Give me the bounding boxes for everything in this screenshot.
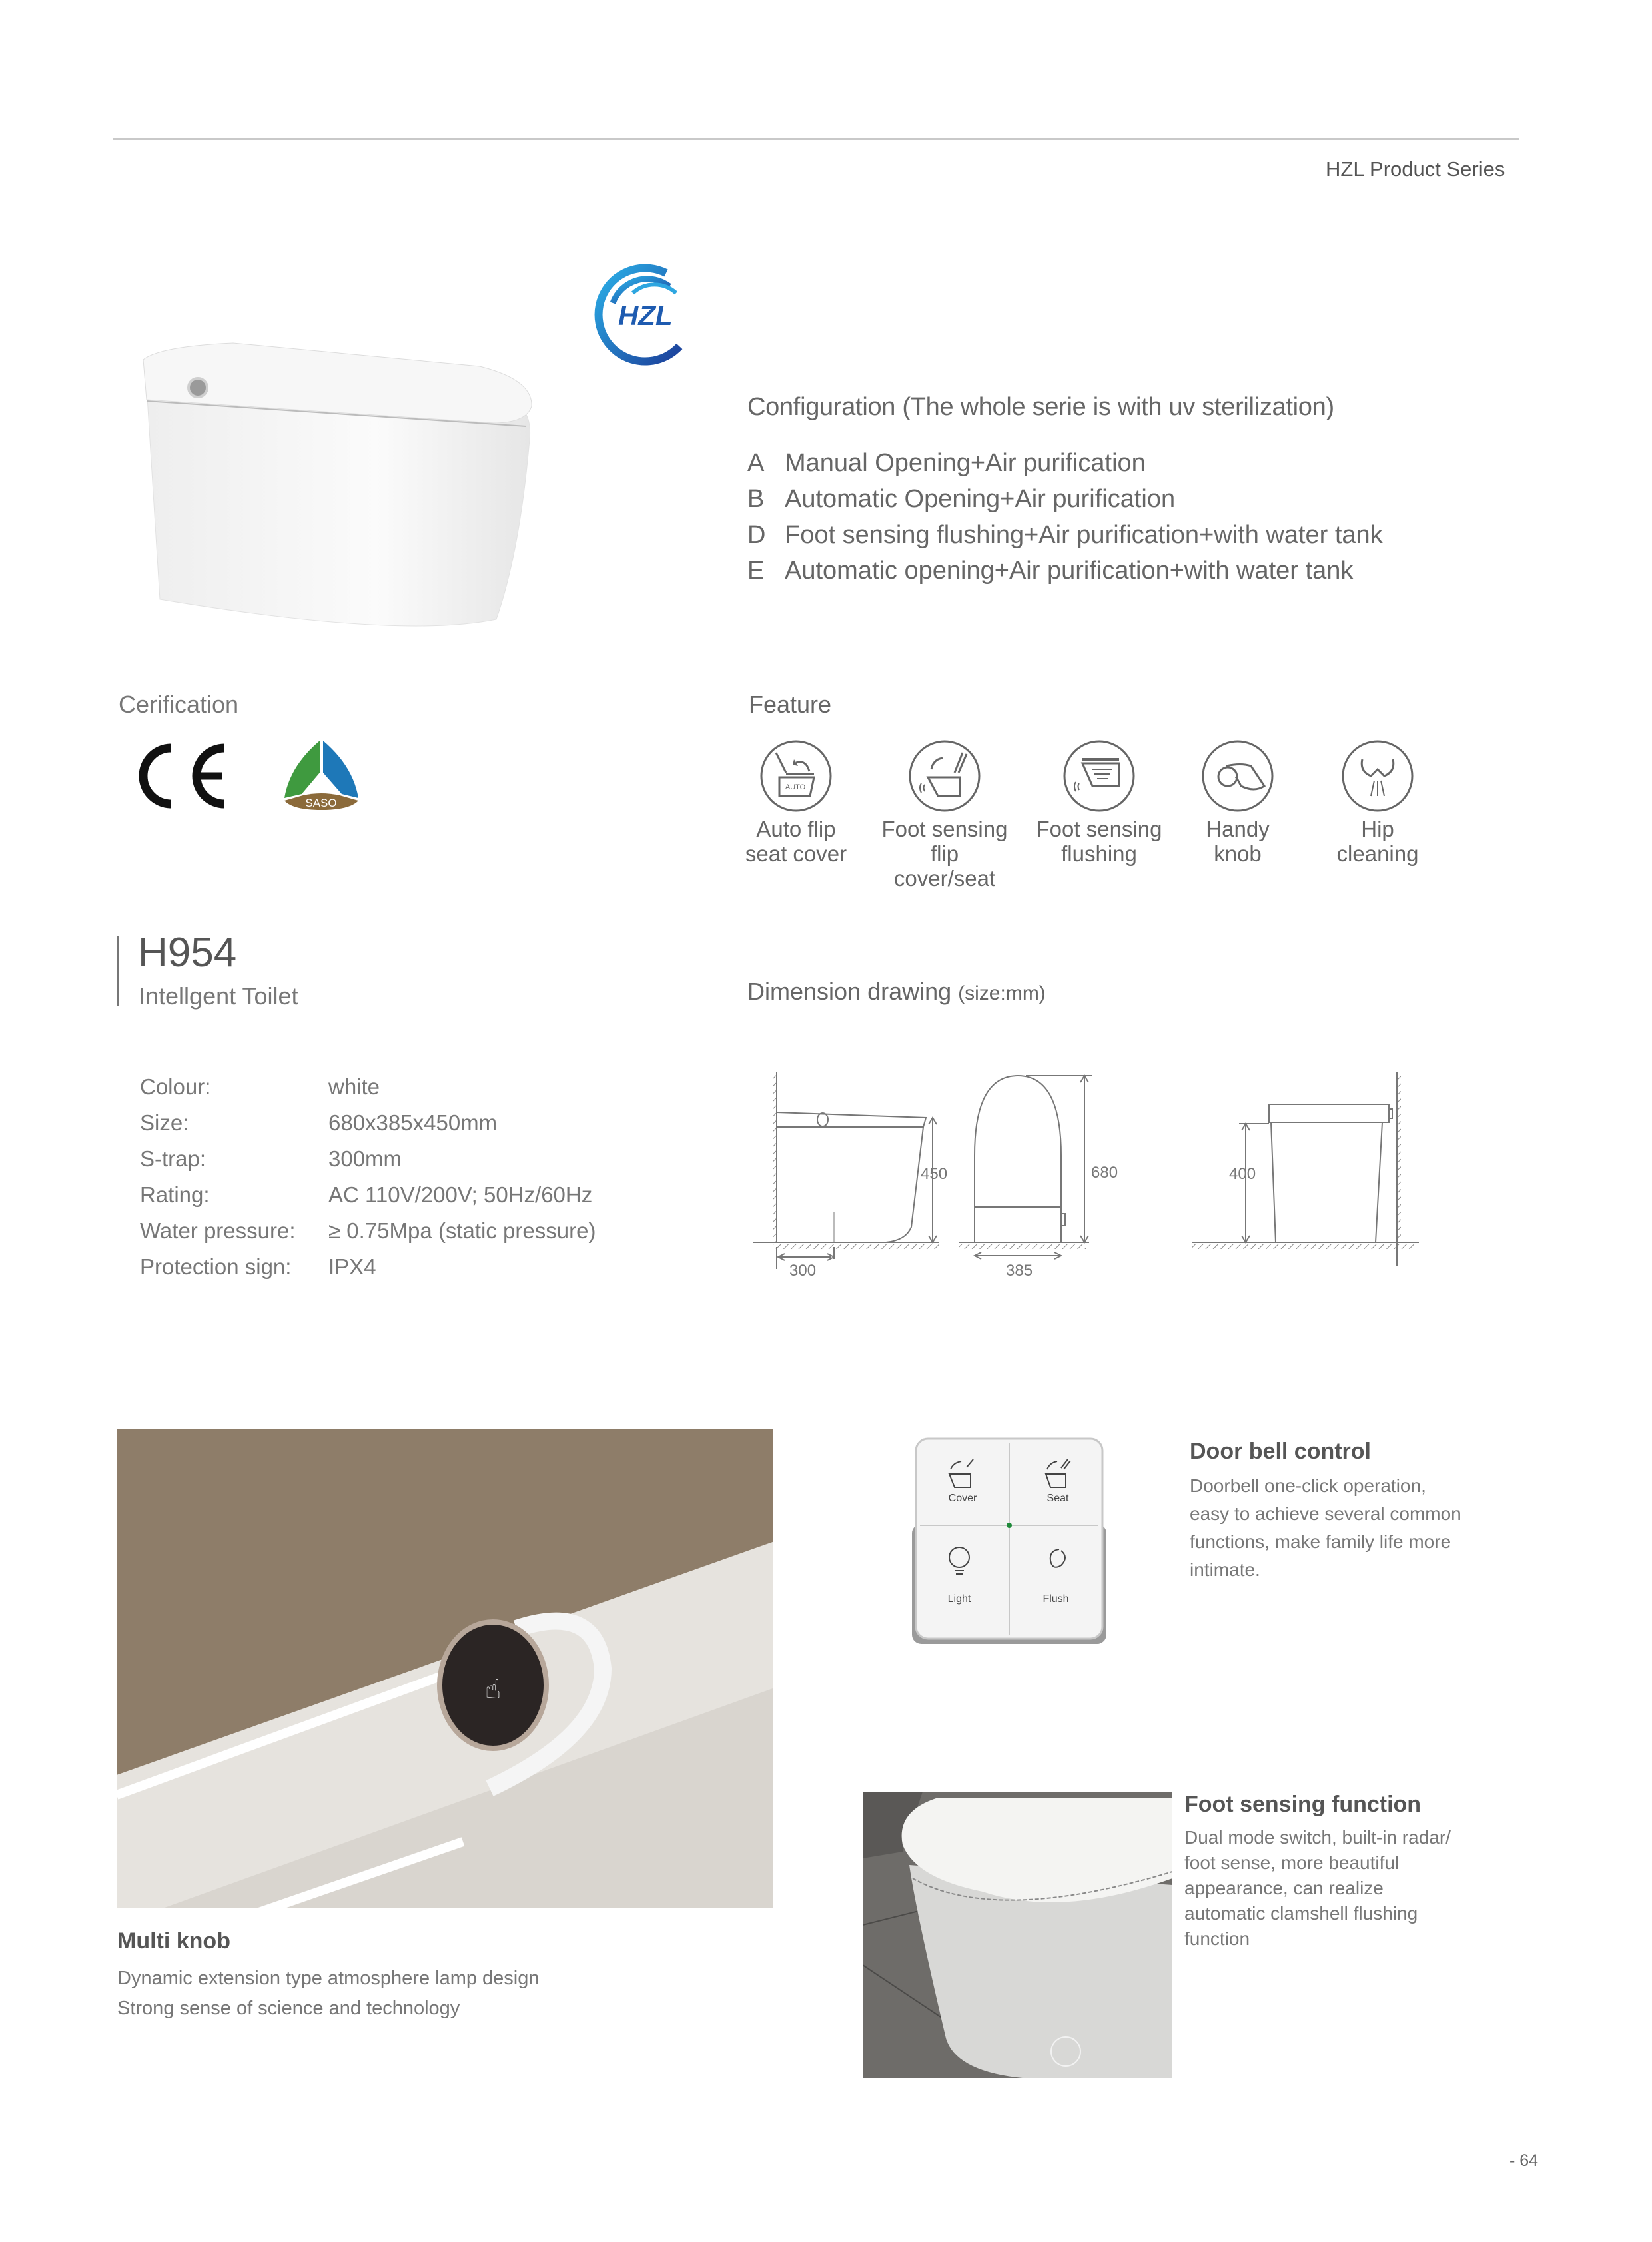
foot-sensing-flush-icon <box>1062 739 1136 813</box>
foot-sensing-description: Dual mode switch, built-in radar/ foot sense, more beautiful appearance, can realize automatic clamshell flushing function <box>1184 1827 1451 1949</box>
multi-knob-photo <box>117 1429 773 1908</box>
spec-row: Rating: AC 110V/200V; 50Hz/60Hz <box>140 1182 593 1207</box>
knob-description: Dynamic extension type atmosphere lamp design Strong sense of science and technology <box>117 1968 540 2019</box>
configuration-option: B Automatic Opening+Air purification <box>747 485 1176 513</box>
toilet-product-image <box>133 326 546 646</box>
saso-mark-icon <box>283 739 360 811</box>
svg-text:SASO: SASO <box>305 797 337 809</box>
svg-text:AUTO: AUTO <box>785 783 806 791</box>
svg-text:680: 680 <box>1091 1164 1118 1182</box>
doorbell-title: Door bell control <box>1190 1439 1371 1464</box>
hzl-logo <box>586 256 693 370</box>
svg-text:300: 300 <box>789 1262 817 1279</box>
foot-sensing-photo <box>863 1792 1172 2078</box>
configuration-list <box>747 445 1383 589</box>
series-label: HZL Product Series <box>1326 157 1505 181</box>
feature-title: Feature <box>749 691 832 718</box>
spec-row: Water pressure: ≥ 0.75Mpa (static pressure) <box>140 1218 596 1243</box>
light-button[interactable]: Light <box>947 1593 971 1605</box>
feature-auto-flip: AUTO Auto flip seat cover <box>729 739 863 866</box>
header-divider <box>113 138 1519 140</box>
doorbell-description: Doorbell one-click operation, easy to achieve several common functions, make family life more intimate. <box>1190 1475 1461 1580</box>
configuration-option: D Foot sensing flushing+Air purification+with water tank <box>747 521 1383 549</box>
status-indicator <box>1007 1523 1012 1528</box>
seat-button[interactable]: Seat <box>1046 1493 1069 1504</box>
svg-text:450: 450 <box>921 1165 948 1183</box>
feature-handy-knob: Handy knob <box>1171 739 1304 866</box>
spec-row: Protection sign: IPX4 <box>140 1254 376 1279</box>
svg-text:400: 400 <box>1229 1165 1256 1183</box>
feature-foot-sensing-flush: Foot sensing flushing <box>1032 739 1166 866</box>
certification-title: Cerification <box>119 691 239 718</box>
spec-row: Colour: white <box>140 1074 380 1099</box>
knob-title: Multi knob <box>117 1928 230 1954</box>
spec-table <box>140 1069 596 1285</box>
feature-hip-cleaning: Hip cleaning <box>1311 739 1444 866</box>
foot-sensing-flip-icon <box>908 739 981 813</box>
handy-knob-icon <box>1201 739 1274 813</box>
configuration-option: A Manual Opening+Air purification <box>747 449 1146 477</box>
configuration-option: E Automatic opening+Air purification+with water tank <box>747 557 1354 585</box>
doorbell-panel <box>909 1437 1109 1647</box>
dimension-title: Dimension drawing (size:mm) <box>747 978 1046 1005</box>
feature-foot-sensing-flip: Foot sensing flip cover/seat <box>878 739 1011 891</box>
ce-mark-icon <box>137 743 230 809</box>
model-subtitle: Intellgent Toilet <box>139 982 298 1010</box>
auto-flip-icon <box>759 739 833 813</box>
model-accent-bar <box>117 936 119 1006</box>
spec-row: Size: 680x385x450mm <box>140 1110 498 1135</box>
dimension-drawing <box>739 1059 1459 1279</box>
page-number: - 64 <box>1509 2151 1539 2170</box>
configuration-title: Configuration (The whole serie is with uv sterilization) <box>747 393 1334 421</box>
foot-sensing-title: Foot sensing function <box>1184 1792 1422 1817</box>
hzl-logo-icon <box>586 256 693 370</box>
spec-row: S-trap: 300mm <box>140 1146 402 1171</box>
model-number: H954 <box>138 930 237 976</box>
hip-cleaning-icon <box>1341 739 1414 813</box>
svg-text:HZL: HZL <box>618 300 673 331</box>
flush-button[interactable]: Flush <box>1042 1593 1069 1605</box>
cover-button[interactable]: Cover <box>948 1493 977 1504</box>
svg-text:385: 385 <box>1006 1262 1033 1279</box>
touch-icon: ☝ <box>484 1675 502 1705</box>
